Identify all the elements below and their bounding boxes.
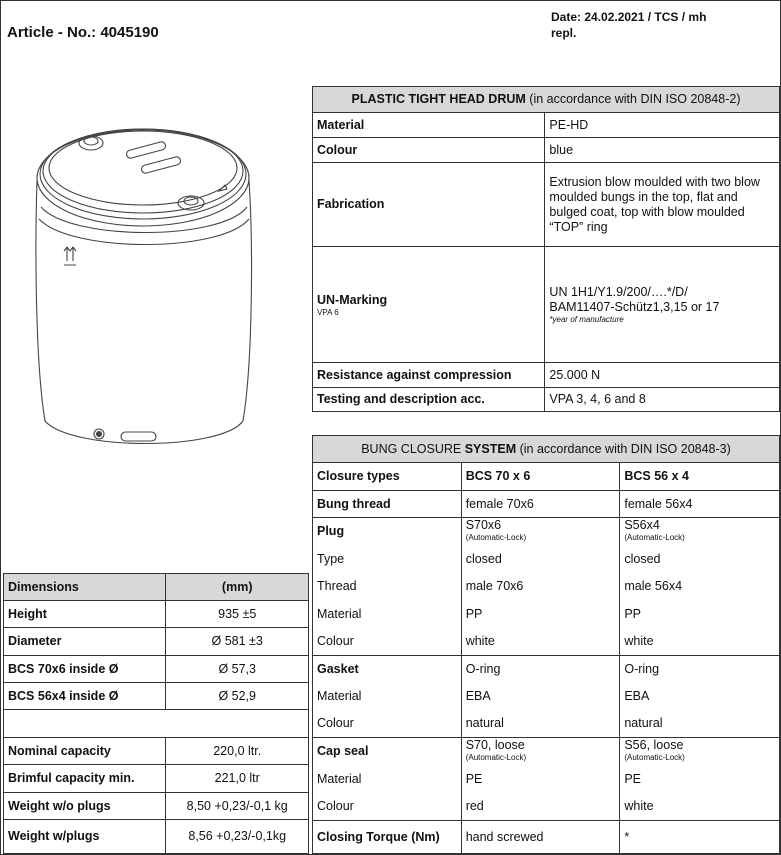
un-marking-label xyxy=(313,247,545,363)
material-value: PE-HD xyxy=(545,113,780,138)
bung-title-part1: BUNG CLOSURE xyxy=(361,441,465,456)
plug-colour-label: Colour xyxy=(313,628,462,656)
repl-line: repl. xyxy=(551,26,577,40)
plug-56 xyxy=(620,518,780,546)
closing-torque-70: hand screwed xyxy=(461,821,620,854)
spacer-row xyxy=(4,710,309,738)
colour-value: blue xyxy=(545,138,780,163)
bcs70-header: BCS 70 x 6 xyxy=(461,463,620,491)
height-value: 935 ±5 xyxy=(166,601,309,628)
diameter-label: Diameter xyxy=(4,628,166,656)
plug-56-text: S56x4 xyxy=(624,518,660,532)
drum-title-bold: PLASTIC TIGHT HEAD DRUM xyxy=(351,92,526,106)
plug-thread-56: male 56x4 xyxy=(620,573,780,601)
date-block xyxy=(551,9,706,41)
bung-table-title xyxy=(313,436,780,463)
drum-table-title xyxy=(313,87,780,113)
plug-type-label: Type xyxy=(313,546,462,573)
un-marking-sub: VPA 6 xyxy=(317,307,339,317)
plug-70 xyxy=(461,518,620,546)
cap-seal-colour-56: white xyxy=(620,793,780,821)
bcs56-inside-value: Ø 52,9 xyxy=(166,683,309,710)
colour-label: Colour xyxy=(313,138,545,163)
bcs70-inside-value: Ø 57,3 xyxy=(166,656,309,683)
un-marking-line1: UN 1H1/Y1.9/200/….*/D/ xyxy=(549,285,688,299)
diameter-value: Ø 581 ±3 xyxy=(166,628,309,656)
closure-types-label: Closure types xyxy=(313,463,462,491)
drum-drawing xyxy=(31,121,261,451)
nominal-capacity-label: Nominal capacity xyxy=(4,738,166,765)
fabrication-label: Fabrication xyxy=(313,163,545,247)
weight-without-plugs-value: 8,50 +0,23/-0,1 kg xyxy=(166,793,309,820)
bung-thread-label: Bung thread xyxy=(313,491,462,518)
plug-material-56: PP xyxy=(620,601,780,628)
weight-without-plugs-label: Weight w/o plugs xyxy=(4,793,166,820)
cap-seal-label: Cap seal xyxy=(313,738,462,766)
bung-thread-70: female 70x6 xyxy=(461,491,620,518)
nominal-capacity-value: 220,0 ltr. xyxy=(166,738,309,765)
date-line: Date: 24.02.2021 / TCS / mh xyxy=(551,10,707,24)
bung-thread-56: female 56x4 xyxy=(620,491,780,518)
bcs70-inside-label: BCS 70x6 inside Ø xyxy=(4,656,166,683)
plug-70-sub: (Automatic-Lock) xyxy=(465,533,527,542)
plug-label: Plug xyxy=(313,518,462,546)
bung-closure-table xyxy=(312,435,780,854)
brimful-capacity-value: 221,0 ltr xyxy=(166,765,309,793)
gasket-label: Gasket xyxy=(313,656,462,683)
cap-seal-material-56: PE xyxy=(620,766,780,793)
cap-seal-70-text: S70, loose xyxy=(465,738,525,752)
plug-thread-label: Thread xyxy=(313,573,462,601)
un-marking-line2: BAM11407-Schütz1,3,15 or 17 xyxy=(549,300,720,314)
cap-seal-70 xyxy=(461,738,620,766)
cap-seal-colour-label: Colour xyxy=(313,793,462,821)
testing-label: Testing and description acc. xyxy=(313,388,545,412)
cap-seal-70-sub: (Automatic-Lock) xyxy=(465,753,527,762)
gasket-colour-56: natural xyxy=(620,711,780,738)
bung-title-rest: (in accordance with DIN ISO 20848-3) xyxy=(516,441,731,456)
cap-seal-colour-70: red xyxy=(461,793,620,821)
bcs56-header: BCS 56 x 4 xyxy=(620,463,780,491)
dimensions-title: Dimensions xyxy=(4,574,166,601)
un-marking-note: *year of manufacture xyxy=(549,315,624,324)
plug-56-sub: (Automatic-Lock) xyxy=(624,533,685,542)
un-marking-value xyxy=(545,247,780,363)
plug-type-56: closed xyxy=(620,546,780,573)
resistance-value: 25.000 N xyxy=(545,363,780,388)
gasket-70: O-ring xyxy=(461,656,620,683)
gasket-material-70: EBA xyxy=(461,683,620,711)
fabrication-value: Extrusion blow moulded with two blow moulded bungs in the top, flat and bulged coat, top with blow moulded “TOP” ring xyxy=(545,163,780,247)
material-label: Material xyxy=(313,113,545,138)
plug-type-70: closed xyxy=(461,546,620,573)
cap-seal-material-70: PE xyxy=(461,766,620,793)
gasket-material-56: EBA xyxy=(620,683,780,711)
plug-material-70: PP xyxy=(461,601,620,628)
un-marking-text: UN-Marking xyxy=(317,292,388,307)
brimful-capacity-label: Brimful capacity min. xyxy=(4,765,166,793)
testing-value: VPA 3, 4, 6 and 8 xyxy=(545,388,780,412)
plug-material-label: Material xyxy=(313,601,462,628)
plug-thread-70: male 70x6 xyxy=(461,573,620,601)
height-label: Height xyxy=(4,601,166,628)
dimensions-unit: (mm) xyxy=(166,574,309,601)
cap-seal-56-text: S56, loose xyxy=(624,738,684,752)
plug-colour-70: white xyxy=(461,628,620,656)
closing-torque-56: * xyxy=(620,821,780,854)
article-number: Article - No.: 4045190 xyxy=(7,24,159,41)
gasket-colour-label: Colour xyxy=(313,711,462,738)
weight-with-plugs-label: Weight w/plugs xyxy=(4,820,166,854)
bcs56-inside-label: BCS 56x4 inside Ø xyxy=(4,683,166,710)
cap-seal-56-sub: (Automatic-Lock) xyxy=(624,753,685,762)
gasket-material-label: Material xyxy=(313,683,462,711)
closing-torque-label: Closing Torque (Nm) xyxy=(313,821,462,854)
drum-title-rest: (in accordance with DIN ISO 20848-2) xyxy=(525,92,741,106)
gasket-colour-70: natural xyxy=(461,711,620,738)
cap-seal-56 xyxy=(620,738,780,766)
plug-70-text: S70x6 xyxy=(465,518,502,532)
resistance-label: Resistance against compression xyxy=(313,363,545,388)
plug-colour-56: white xyxy=(620,628,780,656)
dimensions-table xyxy=(3,573,309,854)
weight-with-plugs-value: 8,56 +0,23/-0,1kg xyxy=(166,820,309,854)
bung-title-part2: SYSTEM xyxy=(464,441,517,456)
gasket-56: O-ring xyxy=(620,656,780,683)
drum-spec-table xyxy=(312,86,780,412)
cap-seal-material-label: Material xyxy=(313,766,462,793)
